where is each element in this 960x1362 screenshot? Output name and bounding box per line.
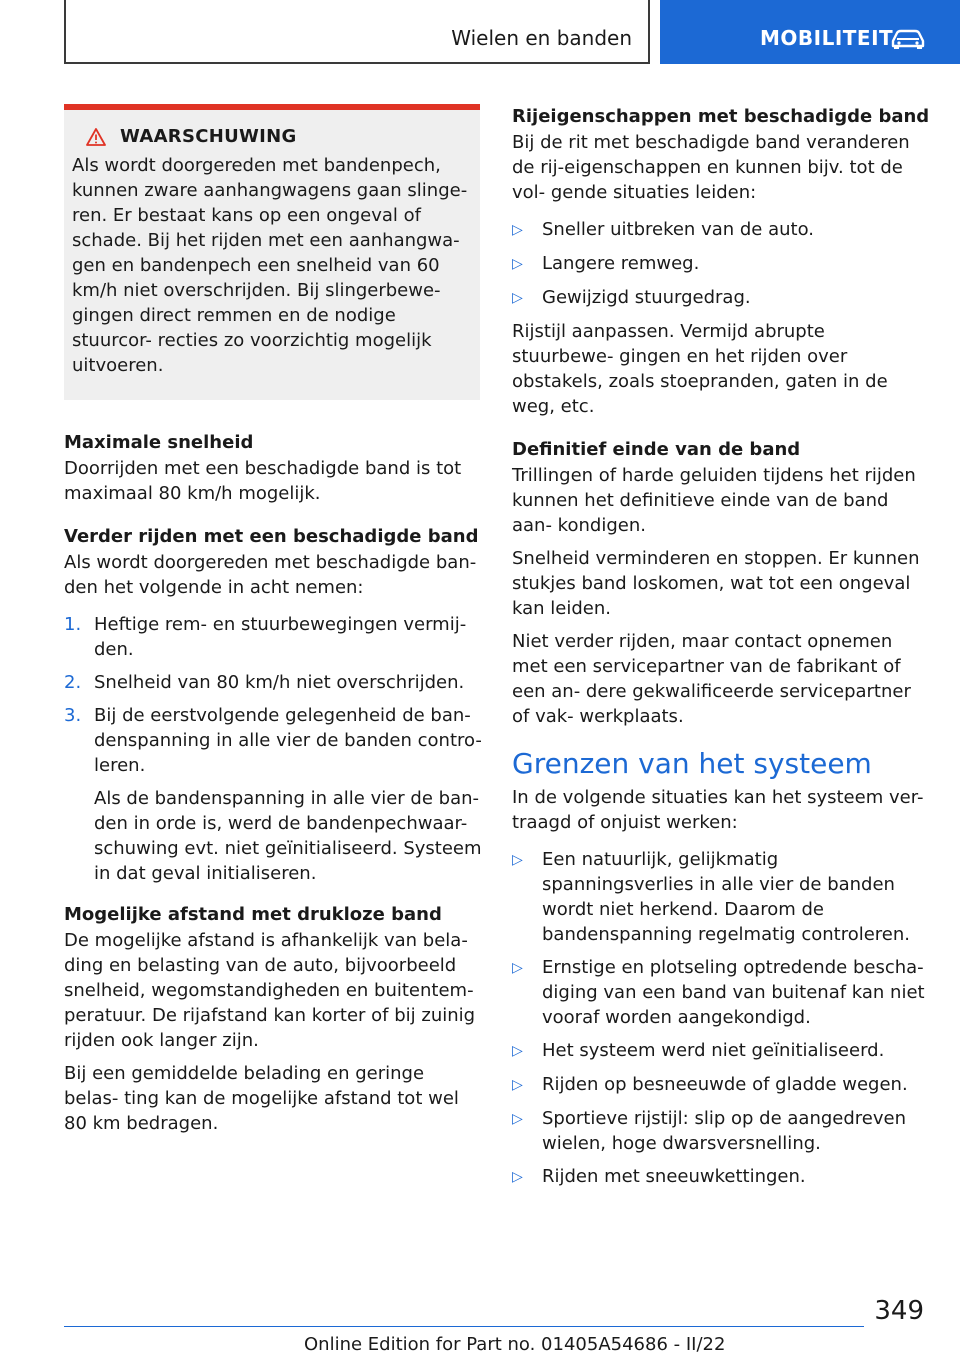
end-text-1: Trillingen of harde geluiden tijdens het rijden kunnen het definitieve einde van de band aan- kondigen. <box>512 465 916 536</box>
list-item <box>512 251 930 277</box>
warning-text: Als wordt doorgereden met bandenpech, kunnen zware aanhangwagens gaan slinge- ren. Er bestaat kans op een ongeval of schade. Bij het rijden met een aanhangwa- gen en bandenpech een snelheid van 60 km/h niet overschrijden. Bij slingerbewe- gingen direct remmen en de nodige stuurcor- recties zo voorzichtig mogelijk uitvoeren. <box>72 155 468 376</box>
limits-intro: In de volgende situaties kan het systeem ver- traagd of onjuist werken: <box>512 787 924 833</box>
continue-heading: Verder rijden met een beschadigde band <box>64 526 479 547</box>
chapter-header <box>64 0 650 64</box>
left-column <box>64 104 482 1136</box>
list-item <box>512 1164 930 1190</box>
max-speed-text: Doorrijden met een beschadigde band is tot maximaal 80 km/h mogelijk. <box>64 458 462 504</box>
list-item-note: Als de bandenspanning in alle vier de ban- den in orde is, werd de bandenpechwaar- schuwing evt. niet geïnitialiseerd. Systeem in dat geval initialiseren. <box>94 788 482 884</box>
list-item <box>512 1072 930 1098</box>
footer-divider <box>64 1326 864 1327</box>
list-text: Gewijzigd stuurgedrag. <box>542 287 751 308</box>
list-text: Snelheid van 80 km/h niet overschrijden. <box>94 672 465 693</box>
page-number: 349 <box>874 1296 924 1326</box>
triangle-bullet-icon: ▷ <box>512 852 523 868</box>
section-title: MOBILITEIT <box>760 26 894 50</box>
warning-box <box>64 104 480 400</box>
end-heading: Definitief einde van de band <box>512 439 801 460</box>
car-icon <box>890 28 926 50</box>
list-text: Rijden op besneeuwde of gladde wegen. <box>542 1074 908 1095</box>
chapter-title: Wielen en banden <box>451 26 632 50</box>
warning-triangle-icon <box>86 128 106 146</box>
triangle-bullet-icon: ▷ <box>512 1169 523 1185</box>
triangle-bullet-icon: ▷ <box>512 256 523 272</box>
list-text: Rijden met sneeuwkettingen. <box>542 1166 806 1187</box>
warning-header <box>72 126 472 147</box>
list-item <box>64 670 482 695</box>
distance-text-2: Bij een gemiddelde belading en geringe belas- ting kan de mogelijke afstand tot wel 80 km bedragen. <box>64 1063 459 1134</box>
list-text: Een natuurlijk, gelijkmatig spanningsverlies in alle vier de banden wordt niet herkend. Daarom de bandenspanning regelmatig controleren. <box>542 849 911 945</box>
section-tab[interactable] <box>660 0 960 64</box>
triangle-bullet-icon: ▷ <box>512 222 523 238</box>
max-speed-heading: Maximale snelheid <box>64 432 254 453</box>
triangle-bullet-icon: ▷ <box>512 1043 523 1059</box>
list-item <box>512 1038 930 1064</box>
list-item <box>512 285 930 311</box>
properties-outro: Rijstijl aanpassen. Vermijd abrupte stuurbewe- gingen en het rijden over obstakels, zoals stoepranden, gaten in de weg, etc. <box>512 321 888 417</box>
limits-heading: Grenzen van het systeem <box>512 747 872 780</box>
right-column <box>512 104 930 1198</box>
list-text: Bij de eerstvolgende gelegenheid de ban- denspanning in alle vier de banden contro- leren. <box>94 705 482 776</box>
edition-note: Online Edition for Part no. 01405A54686 - II/22 <box>304 1334 726 1355</box>
list-number: 1. <box>64 614 82 635</box>
list-text: Ernstige en plotseling optredende bescha- diging van een band van buitenaf kan niet vooraf worden aangekondigd. <box>542 957 925 1028</box>
list-item <box>512 217 930 243</box>
list-number: 3. <box>64 705 82 726</box>
distance-text-1: De mogelijke afstand is afhankelijk van bela- ding en belasting van de auto, bijvoorbeeld snelheid, wegomstandigheden en buitentem- peratuur. De rijafstand kan korter of bij zuinig rijden ook langer zijn. <box>64 930 476 1051</box>
list-item <box>512 847 930 947</box>
triangle-bullet-icon: ▷ <box>512 1111 523 1127</box>
properties-intro: Bij de rit met beschadigde band veranderen de rij-eigenschappen en kunnen bijv. tot de vol- gende situaties leiden: <box>512 132 910 203</box>
triangle-bullet-icon: ▷ <box>512 960 523 976</box>
warning-title: WAARSCHUWING <box>120 126 297 147</box>
continue-intro: Als wordt doorgereden met beschadigde ban- den het volgende in acht nemen: <box>64 552 477 598</box>
list-text: Heftige rem- en stuurbewegingen vermij- den. <box>94 614 467 660</box>
end-text-3: Niet verder rijden, maar contact opnemen met een servicepartner van de fabrikant of een an- dere gekwalificeerde servicepartner of vak- werkplaats. <box>512 631 911 727</box>
list-item <box>512 955 930 1030</box>
list-text: Sneller uitbreken van de auto. <box>542 219 815 240</box>
list-item <box>64 703 482 778</box>
list-text: Sportieve rijstijl: slip op de aangedreven wielen, hoge dwarsversnelling. <box>542 1108 906 1154</box>
triangle-bullet-icon: ▷ <box>512 290 523 306</box>
list-text: Langere remweg. <box>542 253 700 274</box>
distance-heading: Mogelijke afstand met drukloze band <box>64 904 442 925</box>
triangle-bullet-icon: ▷ <box>512 1077 523 1093</box>
list-text: Het systeem werd niet geïnitialiseerd. <box>542 1040 885 1061</box>
list-item <box>64 612 482 662</box>
properties-heading: Rijeigenschappen met beschadigde band <box>512 106 930 127</box>
end-text-2: Snelheid verminderen en stoppen. Er kunnen stukjes band loskomen, wat tot een ongeval kan leiden. <box>512 548 920 619</box>
list-item <box>512 1106 930 1156</box>
list-number: 2. <box>64 672 82 693</box>
